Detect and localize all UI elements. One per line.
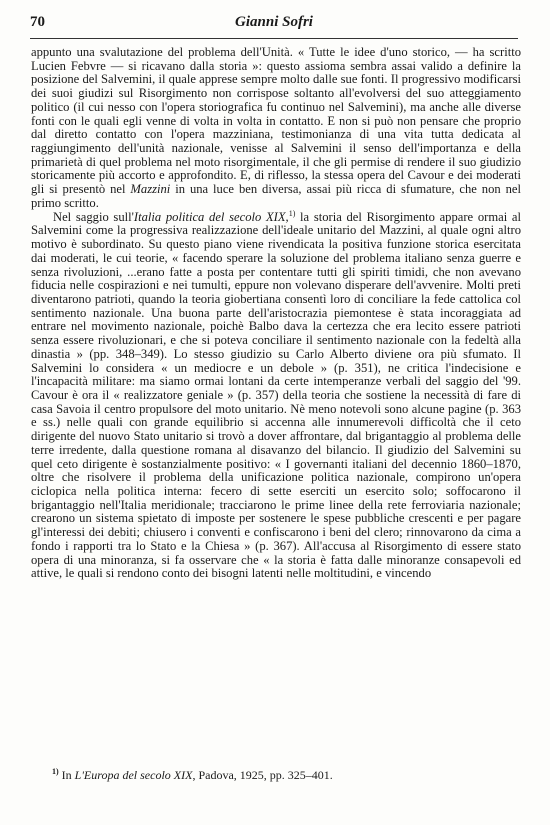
- footnote-marker: 1): [52, 767, 59, 776]
- page-header: [30, 12, 518, 38]
- text-run: Nel saggio sull': [53, 209, 134, 224]
- running-head: Gianni Sofri: [235, 14, 313, 30]
- page-number: 70: [30, 14, 45, 30]
- header-rule: [30, 38, 518, 39]
- italic-text: L'Europa del secolo XIX: [74, 768, 193, 782]
- paragraph: [31, 46, 521, 211]
- text-run: appunto una svalutazione del problema dell'Unità. « Tutte le idee d'uno storico, — ha scritto Lucien Febvre — si ricavano dalla storia »: questo assioma sembra assai valido a definire la posizione del Salvemini, il quale apprese sempre molto dalle sue fonti. Il progressivo modificarsi dei suoi giudizi sul Risorgimento non corrispose soltanto all'evolversi del suo atteggiamento politico (il cui nesso con l'opera storiografica fu continuo nel Salvemini), ma anche alle diverse fonti con le quali egli venne di volta in volta in contatto. E non si può non pensare che proprio dal diretto contatto con l'opera mazziniana, testimonianza di una vita tutta dedicata al raggiungimento dell'unità nazionale, venisse al Salvemini il senso dell'importanza e della primarietà di quel problema nel moto risorgimentale, il che gli permise di rendere il suo giudizio storicamente più accorto e approfondito. E, di riflesso, la stessa opera del Cavour e dei moderati gli si presentò nel: [31, 45, 521, 197]
- text-run: la storia del Risorgimento appare ormai al Salvemini come la progressiva realizzazione dell'ideale unitario del Mazzini, al quale ogni altro motivo è subordinato. Su questo piano viene rivendicata la positiva funzione storica esercitata dai moderati, le cui teorie, « facendo sperare la soluzione del problema italiano senza guerre e senza rivoluzioni, ...erano fatte a posta per contentare tutti gli spiriti timidi, che non avevano fiducia nelle cospirazioni e nei tumulti, eppure non volevano disperare dell'avvenire. Molti preti diventarono patrioti, quando la teoria giobertiana consentì loro di conciliare la fede cattolica col sentimento nazionale. Una buona parte dell'aristocrazia piemontese è stata incoraggiata ad entrare nel movimento nazionale, poichè Balbo dava la certezza che era lecito essere patrioti senza essere rivoluzionari, e che si poteva conciliare il sentimento nazionale con la fedeltà alla dinastia » (pp. 348–349). Lo stesso giudizio su Carlo Alberto diviene ora più sfumato. Il Salvemini lo considera « un mediocre e un debole » (p. 351), ne critica l'indecisione e l'incapacità militare: ma siamo ormai lontani da certe intemperanze verbali del saggio del '99. Cavour è ora il « realizzatore geniale » (p. 357) della teoria che sostiene la necessità di fare di casa Savoia il centro propulsore del moto unitario. Nè meno notevoli sono alcune pagine (p. 363 e ss.) nelle quali con grande equilibrio si accenna alle innumerevoli difficoltà che il ceto dirigente del nuovo Stato unitario si trovò a dover affrontare, dal brigantaggio al problema delle terre irredente, dalla questione romana al disavanzo del bilancio. Il giudizio del Salvemini su quel ceto dirigente è sostanzialmente positivo: « I governanti italiani del decennio 1860–1870, oltre che risolvere il problema della unificazione politica nazionale, compirono un'opera ciclopica nella politica interna: fecero di sette eserciti un esercito solo; soffocarono il brigantaggio nell'Italia meridionale; tracciarono le prime linee della rete ferroviaria nazionale; crearono un sistema spietato di imposte per sostenere le spese pubbliche crescenti e per pagare gl'interessi dei debiti; chiusero i conventi e confiscarono i beni del clero; rinnovarono da cima a fondo i rapporti tra lo Stato e la Chiesa » (p. 367). All'accusa al Risorgimento di essere stato opera di una minoranza, si fa osservare che « la storia è fatta dalle minoranze consapevoli ed attive, le quali si rendono conto dei bisogni latenti nelle moltitudini, e vincendo: [31, 209, 521, 581]
- footnote: [52, 768, 522, 782]
- paragraph: [31, 208, 521, 581]
- body-text: [31, 46, 521, 581]
- text-run: , Padova, 1925, pp. 325–401.: [192, 768, 333, 782]
- text-run: In: [58, 768, 75, 782]
- italic-text: Italia politica del secolo XIX,: [133, 209, 289, 224]
- italic-text: Mazzini: [130, 182, 171, 197]
- text-run: in una luce ben diversa, assai più ricca di sfumature, che non nel primo scritto.: [31, 182, 521, 210]
- footnote-reference: 1): [288, 208, 296, 218]
